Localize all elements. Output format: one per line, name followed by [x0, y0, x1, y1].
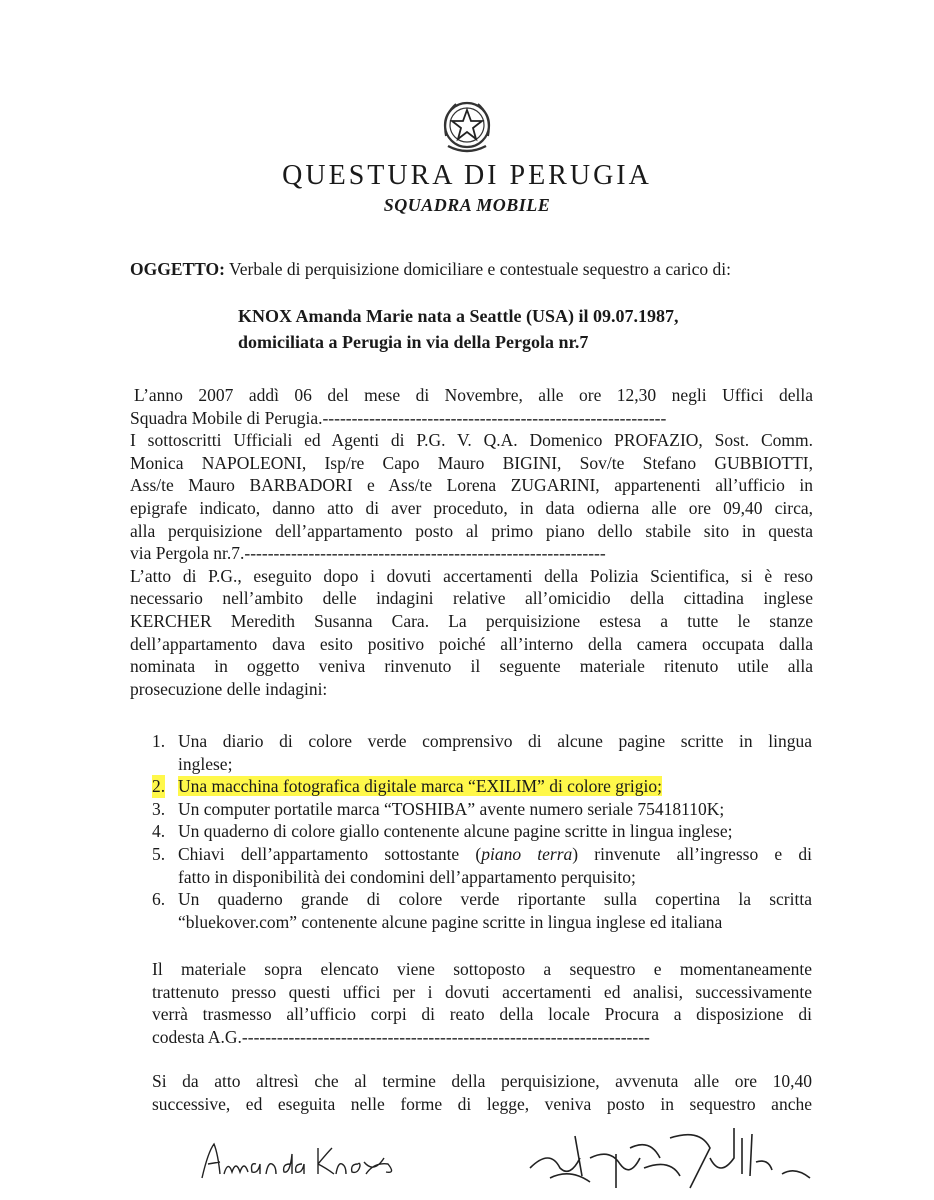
body-line: Si da atto altresì che al termine della perquisizione, avvenuta alle ore 10,40: [152, 1071, 812, 1091]
list-item-text: Un computer portatile marca “TOSHIBA” avente numero seriale 75418110K;: [178, 798, 725, 819]
body-line: via Pergola nr.7.--------------------------------------------------------------: [130, 543, 606, 564]
body-line: verrà trasmesso all’ufficio corpi di reato della locale Procura a disposizione di: [152, 1004, 812, 1025]
final-paragraph: [152, 1070, 812, 1115]
list-item: [152, 798, 812, 821]
italian-republic-emblem-icon: [438, 96, 496, 158]
subject-person: [238, 303, 678, 355]
list-item-number: 1.: [152, 731, 166, 751]
closing-paragraph: [152, 958, 812, 1048]
subject-label: OGGETTO:: [130, 259, 225, 279]
list-item-number: 6.: [152, 889, 166, 910]
officers-signatures: [520, 1118, 820, 1194]
body-paragraphs: [130, 384, 813, 700]
page-title: QUESTURA DI PERUGIA: [282, 160, 652, 191]
body-line: Il materiale sopra elencato viene sottoposto a sequestro e momentaneamente: [152, 959, 812, 979]
subject-text: Verbale di perquisizione domiciliare e contestuale sequestro a carico di:: [224, 259, 731, 279]
body-line: epigrafe indicato, danno atto di aver proceduto, in data odierna alle ore 09,40 circa,: [130, 497, 813, 518]
list-item: [152, 888, 812, 933]
body-line: trattenuto presso questi uffici per i dovuti accertamenti ed analisi, successivamente: [152, 981, 812, 1002]
list-item-text: Un quaderno di colore giallo contenente alcune pagine scritte in lingua inglese;: [178, 821, 733, 842]
list-item-number: 5.: [152, 843, 166, 864]
body-line: Squadra Mobile di Perugia.-----------------------------------------------------------: [130, 407, 667, 428]
list-item-text: “bluekover.com” contenente alcune pagine scritte in lingua inglese ed italiana: [178, 911, 723, 932]
list-item-text: Una macchina fotografica digitale marca “EXILIM” di colore grigio;: [178, 776, 662, 797]
list-item: [152, 820, 812, 843]
list-item-number: 4.: [152, 821, 166, 842]
subject-person-line-2: domiciliata a Perugia in via della Pergola nr.7: [238, 332, 589, 352]
body-line: L’anno 2007 addì 06 del mese di Novembre, alle ore 12,30 negli Uffici della: [134, 385, 813, 405]
list-item-text: Un quaderno grande di colore verde riportante sulla copertina la scritta: [178, 889, 812, 910]
body-line: codesta A.G.----------------------------------------------------------------------: [152, 1026, 650, 1047]
body-line: nominata in oggetto veniva rinvenuto il seguente materiale ritenuto utile alla: [130, 656, 813, 677]
body-line: successive, ed eseguita nelle forme di legge, veniva posto in sequestro anche: [152, 1093, 812, 1114]
signature-amanda-knox: [198, 1134, 408, 1184]
subject-person-line-1: KNOX Amanda Marie nata a Seattle (USA) il 09.07.1987,: [238, 306, 679, 326]
seized-items-list: [152, 730, 812, 933]
list-item-text: fatto in disponibilità dei condomini dell’appartamento perquisito;: [178, 866, 636, 887]
body-line: L’atto di P.G., eseguito dopo i dovuti accertamenti della Polizia Scientifica, si è reso: [130, 565, 813, 586]
body-line: Ass/te Mauro BARBADORI e Ass/te Lorena ZUGARINI, appartenenti all’ufficio in: [130, 475, 813, 496]
list-item-highlighted: [152, 775, 812, 798]
body-line: necessario nell’ambito delle indagini relative all’omicidio della cittadina inglese: [130, 588, 813, 609]
body-line: Monica NAPOLEONI, Isp/re Capo Mauro BIGINI, Sov/te Stefano GUBBIOTTI,: [130, 452, 813, 473]
list-item-text: inglese;: [178, 753, 233, 774]
list-item-number: 3.: [152, 798, 166, 819]
body-line: dell’appartamento dava esito positivo poiché all’interno della camera occupata dalla: [130, 633, 813, 654]
list-item: [152, 843, 812, 888]
list-item: [152, 730, 812, 775]
body-line: alla perquisizione dell’appartamento posto al primo piano dello stabile sito in questa: [130, 520, 813, 541]
list-item-text: Una diario di colore verde comprensivo di alcune pagine scritte in lingua: [178, 731, 812, 751]
body-line: KERCHER Meredith Susanna Cara. La perquisizione estesa a tutte le stanze: [130, 610, 813, 631]
subject-line: [130, 259, 731, 280]
body-line: I sottoscritti Ufficiali ed Agenti di P.G. V. Q.A. Domenico PROFAZIO, Sost. Comm.: [130, 430, 813, 451]
list-item-number: 2.: [152, 776, 166, 797]
list-item-text: Chiavi dell’appartamento sottostante (piano terra) rinvenute all’ingresso e di: [178, 843, 812, 864]
page-subtitle: SQUADRA MOBILE: [383, 195, 551, 215]
body-line: prosecuzione delle indagini:: [130, 678, 328, 699]
